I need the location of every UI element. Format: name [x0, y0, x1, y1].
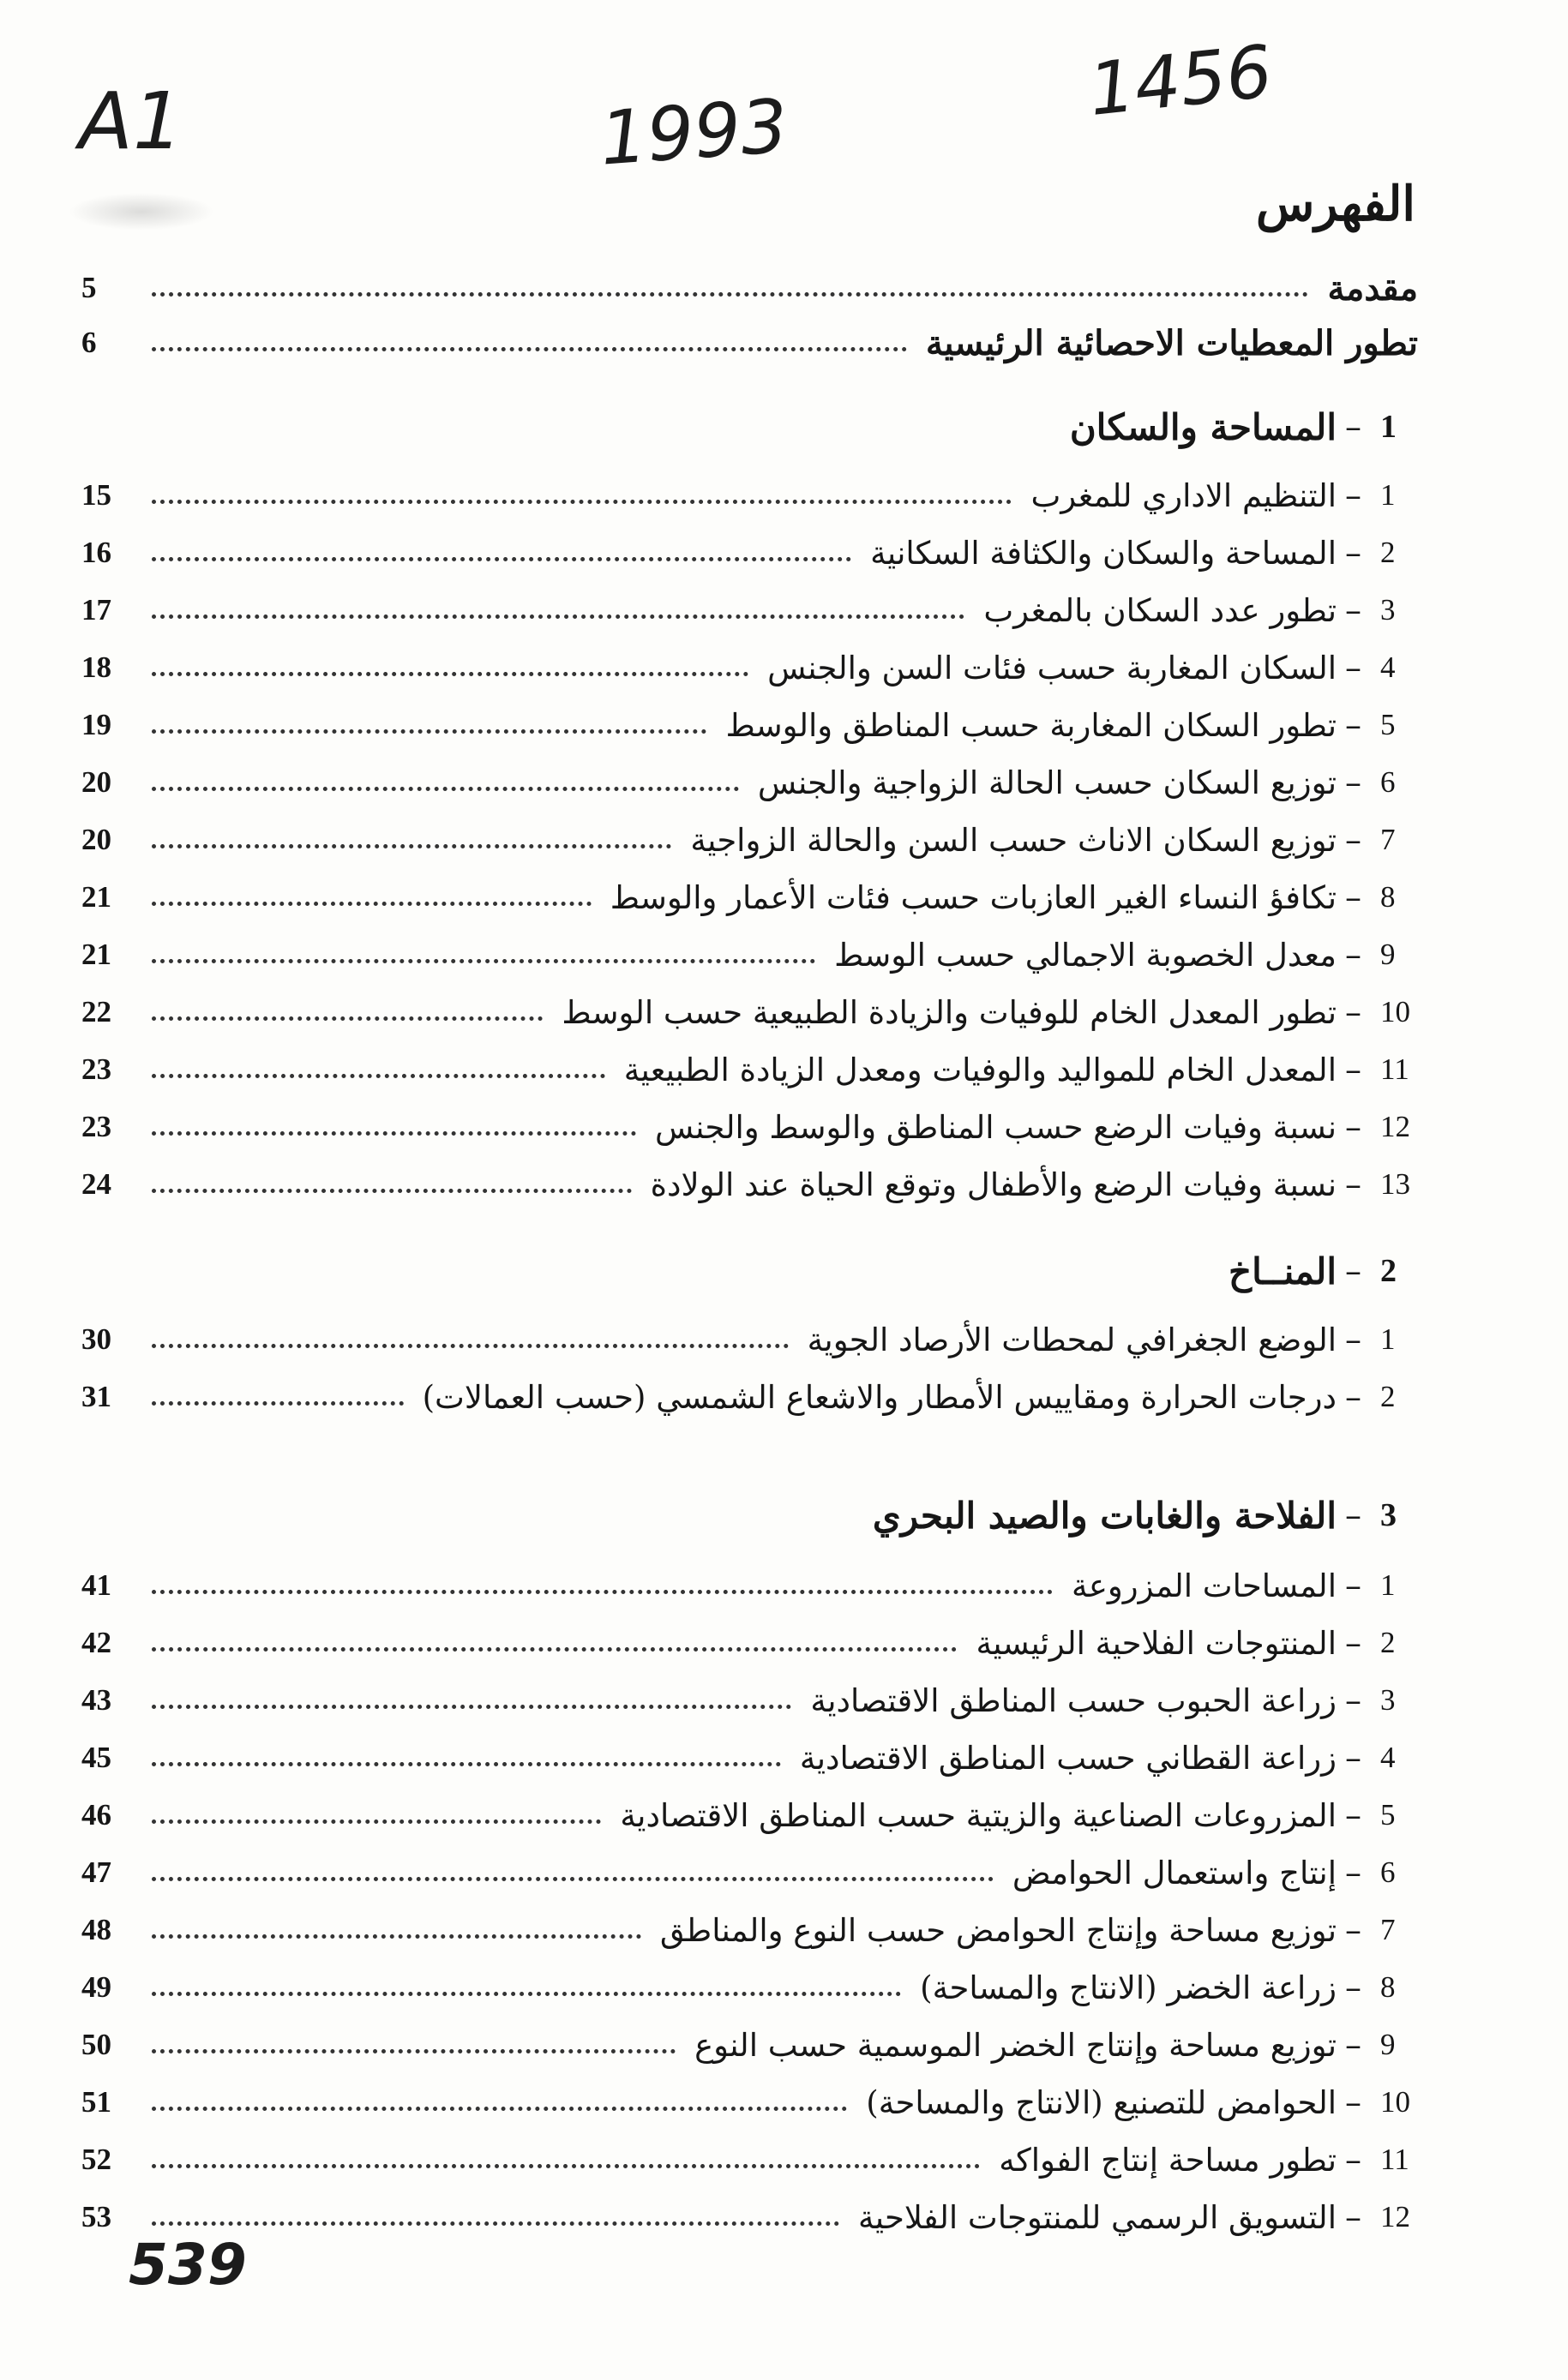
dash: – — [1345, 1166, 1361, 1203]
entry-number: 4 — [1380, 1741, 1396, 1774]
handwritten-year: 1993 — [597, 83, 791, 183]
entry-page: 53 — [81, 2200, 111, 2233]
dash: – — [1345, 1321, 1361, 1358]
entry-number: 11 — [1380, 2143, 1409, 2176]
entry-number: 7 — [1380, 1913, 1396, 1946]
entry-number: 6 — [1380, 765, 1396, 799]
entry-title: المساحات المزروعة — [1072, 1567, 1337, 1604]
toc-entry — [81, 2078, 1418, 2126]
toc-entry — [81, 1906, 1418, 1954]
entry-page: 42 — [81, 1626, 111, 1659]
entry-page: 46 — [81, 1798, 111, 1831]
dot-leader — [152, 1590, 1053, 1594]
dot-leader — [152, 1705, 791, 1709]
toc-entry — [81, 1160, 1418, 1208]
dash: – — [1345, 1252, 1361, 1290]
dot-leader — [152, 672, 748, 676]
entry-page: 20 — [81, 823, 111, 856]
entry-title: توزيع مساحة وإنتاج الخضر الموسمية حسب النوع — [694, 2026, 1337, 2064]
toc-entry — [81, 1316, 1418, 1364]
entry-number: 5 — [1380, 1798, 1396, 1831]
entry-page: 51 — [81, 2085, 111, 2119]
dot-leader — [152, 2164, 980, 2168]
entry-title: زراعة الحبوب حسب المناطق الاقتصادية — [810, 1682, 1337, 1719]
section-number: 2 — [1380, 1253, 1397, 1289]
entry-page: 52 — [81, 2143, 111, 2176]
entry-number: 1 — [1380, 478, 1396, 512]
toc-entry — [81, 264, 1418, 312]
dot-leader — [152, 729, 706, 734]
dot-leader — [152, 959, 815, 963]
dot-leader — [152, 1934, 641, 1939]
entry-title: زراعة الخضر (الانتاج والمساحة) — [920, 1969, 1337, 2006]
entry-number: 12 — [1380, 2200, 1410, 2233]
entry-title: إنتاج واستعمال الحوامض — [1012, 1854, 1337, 1891]
entry-title: المنتوجات الفلاحية الرئيسية — [976, 1624, 1337, 1662]
entry-title: تطور المعدل الخام للوفيات والزيادة الطبيعية حسب الوسط — [562, 993, 1337, 1031]
entry-number: 3 — [1380, 593, 1396, 626]
dash: – — [1345, 1796, 1361, 1834]
entry-title: نسبة وفيات الرضع والأطفال وتوقع الحياة عند الولادة — [650, 1166, 1337, 1203]
dot-leader — [152, 1344, 789, 1348]
dot-leader — [152, 614, 964, 619]
page-title: الفهرس — [1255, 176, 1415, 232]
toc-entry — [81, 1734, 1418, 1782]
entry-title: تطور السكان المغاربة حسب المناطق والوسط — [725, 706, 1337, 744]
dot-leader — [152, 1401, 404, 1406]
dash: – — [1345, 2141, 1361, 2179]
entry-number: 12 — [1380, 1110, 1410, 1143]
dash: – — [1345, 1854, 1361, 1891]
toc-entry — [81, 529, 1418, 577]
dot-leader — [152, 2107, 847, 2111]
dash: – — [1345, 1567, 1361, 1604]
entry-number: 11 — [1380, 1052, 1409, 1086]
entry-title: تطور عدد السكان بالمغرب — [983, 591, 1337, 629]
entry-page: 15 — [81, 478, 111, 512]
handwritten-page-number: 539 — [129, 2232, 247, 2298]
dash: – — [1345, 477, 1361, 514]
entry-page: 43 — [81, 1683, 111, 1717]
entry-page: 18 — [81, 650, 111, 684]
toc-entry — [81, 1676, 1418, 1724]
dash: – — [1345, 649, 1361, 686]
entry-number: 4 — [1380, 650, 1396, 684]
toc-entry — [81, 758, 1418, 806]
section-number: 1 — [1380, 409, 1397, 445]
dot-leader — [152, 1074, 605, 1078]
dash: – — [1345, 408, 1361, 446]
entry-number: 10 — [1380, 2085, 1410, 2119]
dash: – — [1345, 1969, 1361, 2006]
entry-title: التنظيم الاداري للمغرب — [1030, 477, 1337, 514]
section-title: المساحة والسكان — [1069, 405, 1337, 448]
toc-entry — [81, 471, 1418, 519]
dash: – — [1345, 2083, 1361, 2121]
toc-entry — [81, 701, 1418, 749]
dot-leader — [152, 2221, 839, 2226]
toc-entry — [81, 1963, 1418, 2011]
dash: – — [1345, 1739, 1361, 1777]
section-title: الفلاحة والغابات والصيد البحري — [872, 1494, 1337, 1537]
entry-number: 2 — [1380, 1626, 1396, 1659]
toc-entry — [81, 1849, 1418, 1897]
dash: – — [1345, 591, 1361, 629]
entry-number: 2 — [1380, 1380, 1396, 1413]
entry-page: 23 — [81, 1110, 111, 1143]
entry-title: مقدمة — [1327, 267, 1418, 309]
dot-leader — [152, 1877, 994, 1881]
entry-number: 1 — [1380, 1322, 1396, 1356]
dot-leader — [152, 902, 592, 906]
dot-leader — [152, 1016, 543, 1021]
dot-leader — [152, 787, 739, 791]
toc-entry — [81, 1373, 1418, 1421]
toc-entry — [81, 644, 1418, 692]
entry-page: 20 — [81, 765, 111, 799]
entry-title: تكافؤ النساء الغير العازبات حسب فئات الأعمار والوسط — [610, 878, 1337, 916]
dash: – — [1345, 1378, 1361, 1416]
entry-number: 8 — [1380, 1970, 1396, 2004]
toc-entry — [81, 2193, 1418, 2241]
entry-title: الوضع الجغرافي لمحطات الأرصاد الجوية — [807, 1321, 1337, 1358]
dash: – — [1345, 1624, 1361, 1662]
entry-page: 17 — [81, 593, 111, 626]
entry-title: المساحة والسكان والكثافة السكانية — [870, 534, 1337, 572]
entry-title: زراعة القطاني حسب المناطق الاقتصادية — [799, 1739, 1337, 1777]
entry-page: 49 — [81, 1970, 111, 2004]
dash: – — [1345, 1682, 1361, 1719]
entry-page: 19 — [81, 708, 111, 741]
entry-title: معدل الخصوبة الاجمالي حسب الوسط — [834, 936, 1337, 974]
entry-title: توزيع السكان الاناث حسب السن والحالة الزواجية — [690, 821, 1337, 859]
entry-title: تطور المعطيات الاحصائية الرئيسية — [925, 322, 1418, 363]
dash: – — [1345, 706, 1361, 744]
entry-page: 6 — [81, 326, 97, 359]
dot-leader — [152, 1647, 957, 1652]
entry-number: 2 — [1380, 536, 1396, 569]
handwritten-number: 1456 — [1084, 29, 1277, 132]
dot-leader — [152, 1819, 601, 1824]
section-heading — [81, 1247, 1418, 1295]
toc-entry — [81, 586, 1418, 634]
entry-number: 1 — [1380, 1568, 1396, 1602]
entry-title: المعدل الخام للمواليد والوفيات ومعدل الزيادة الطبيعية — [623, 1051, 1337, 1088]
toc-entry — [81, 931, 1418, 979]
dash: – — [1345, 993, 1361, 1031]
section-heading — [81, 403, 1418, 451]
entry-number: 5 — [1380, 708, 1396, 741]
entry-page: 30 — [81, 1322, 111, 1356]
toc-entry — [81, 1562, 1418, 1610]
dot-leader — [152, 557, 851, 561]
dash: – — [1345, 821, 1361, 859]
toc-entry — [81, 2136, 1418, 2184]
entry-title: درجات الحرارة ومقاييس الأمطار والاشعاع الشمسي (حسب العمالات) — [422, 1378, 1337, 1416]
dash: – — [1345, 936, 1361, 974]
entry-page: 21 — [81, 880, 111, 914]
dot-leader — [152, 1189, 632, 1193]
entry-title: تطور مساحة إنتاج الفواكه — [999, 2141, 1337, 2179]
entry-title: المزروعات الصناعية والزيتية حسب المناطق الاقتصادية — [620, 1796, 1337, 1834]
section-heading — [81, 1491, 1418, 1539]
dot-leader — [152, 2049, 676, 2053]
dash: – — [1345, 764, 1361, 801]
entry-page: 5 — [81, 271, 97, 304]
entry-page: 50 — [81, 2028, 111, 2061]
entry-title: نسبة وفيات الرضع حسب المناطق والوسط والجنس — [655, 1108, 1337, 1146]
toc-entry — [81, 1046, 1418, 1094]
dot-leader — [152, 500, 1012, 504]
toc-entry — [81, 1103, 1418, 1151]
entry-page: 31 — [81, 1380, 111, 1413]
dot-leader — [152, 347, 907, 351]
entry-number: 3 — [1380, 1683, 1396, 1717]
entry-number: 10 — [1380, 995, 1410, 1028]
dash: – — [1345, 2198, 1361, 2236]
scan-smudge — [69, 193, 214, 231]
handwritten-annotation: A1 — [79, 75, 183, 167]
section-number: 3 — [1380, 1497, 1397, 1533]
toc-entry — [81, 2021, 1418, 2069]
entry-page: 23 — [81, 1052, 111, 1086]
entry-page: 22 — [81, 995, 111, 1028]
entry-page: 21 — [81, 938, 111, 971]
toc-entry — [81, 319, 1418, 367]
entry-page: 47 — [81, 1855, 111, 1889]
toc-entry — [81, 816, 1418, 864]
entry-number: 6 — [1380, 1855, 1396, 1889]
entry-number: 9 — [1380, 2028, 1396, 2061]
dot-leader — [152, 1131, 636, 1136]
dash: – — [1345, 2026, 1361, 2064]
dash: – — [1345, 1051, 1361, 1088]
entry-number: 7 — [1380, 823, 1396, 856]
dash: – — [1345, 878, 1361, 916]
toc-entry — [81, 988, 1418, 1036]
toc-entry — [81, 1791, 1418, 1839]
entry-page: 41 — [81, 1568, 111, 1602]
dot-leader — [152, 844, 671, 848]
entry-title: التسويق الرسمي للمنتوجات الفلاحية — [857, 2198, 1337, 2236]
dot-leader — [152, 1992, 901, 1996]
toc-entry — [81, 873, 1418, 921]
entry-title: توزيع مساحة وإنتاج الحوامض حسب النوع والمناطق — [659, 1911, 1337, 1949]
entry-number: 13 — [1380, 1167, 1410, 1201]
entry-page: 24 — [81, 1167, 111, 1201]
entry-number: 8 — [1380, 880, 1396, 914]
entry-title: السكان المغاربة حسب فئات السن والجنس — [767, 649, 1337, 686]
dash: – — [1345, 1911, 1361, 1949]
entry-number: 9 — [1380, 938, 1396, 971]
dot-leader — [152, 1762, 781, 1766]
dash: – — [1345, 1496, 1361, 1534]
entry-page: 16 — [81, 536, 111, 569]
section-title: المنــاخ — [1229, 1250, 1337, 1292]
entry-title: الحوامض للتصنيع (الانتاج والمساحة) — [866, 2083, 1337, 2121]
entry-title: توزيع السكان حسب الحالة الزواجية والجنس — [757, 764, 1337, 801]
dash: – — [1345, 1108, 1361, 1146]
entry-page: 48 — [81, 1913, 111, 1946]
toc-entry — [81, 1619, 1418, 1667]
dash: – — [1345, 534, 1361, 572]
entry-page: 45 — [81, 1741, 111, 1774]
dot-leader — [152, 292, 1308, 297]
